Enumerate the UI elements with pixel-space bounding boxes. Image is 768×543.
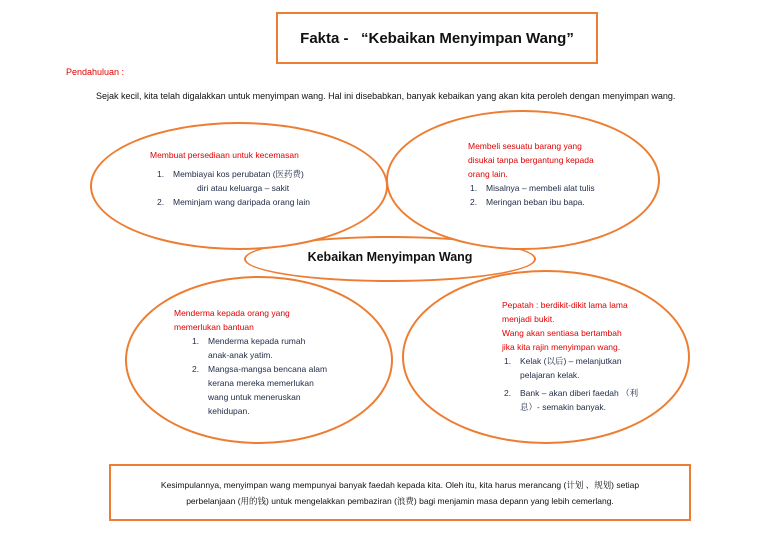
list-item-continuation: kehidupan. [208,406,250,416]
list-item: 2. Mangsa-mangsa bencana alam [192,364,328,374]
list-item: 2. Meminjam wang daripada orang lain [157,197,311,207]
list-item: 2. Bank – akan diberi faedah （利 [504,388,639,398]
bottom-right-heading-4: jika kita rajin menyimpan wang. [502,342,621,352]
list-item-continuation: kerana mereka memerlukan [208,378,314,388]
list-item: 2. Meringan beban ibu bapa. [470,197,585,207]
bottom-left-heading-1: Menderma kepada orang yang [174,308,290,318]
bottom-right-heading-1: Pepatah : berdikit-dikit lama lama [502,300,628,310]
top-right-heading-1: Membeli sesuatu barang yang [468,141,582,151]
list-item: 1. Membiayai kos perubatan (医药费) [157,169,304,179]
bottom-left-content [174,306,327,418]
intro-text: Sejak kecil, kita telah digalakkan untuk menyimpan wang. Hal ini disebabkan, banyak kebaikan yang akan kita peroleh dengan menyimpan wang. [96,91,676,101]
intro-label: Pendahuluan : [66,67,125,77]
page-title: Fakta - “Kebaikan Menyimpan Wang” [300,29,574,47]
title-box [276,12,598,64]
conclusion-line-1: Kesimpulannya, menyimpan wang mempunyai banyak faedah kepada kita. Oleh itu, kita harus merancang (计划 、规划) setiap [160,479,640,490]
conclusion-box [109,464,691,521]
list-item: 1. Kelak (以后) – melanjutkan [504,356,622,366]
top-right-content [468,139,595,209]
list-item-continuation: 息）- semakin banyak. [520,402,606,412]
top-right-heading-2: disukai tanpa bergantung kepada [468,155,594,165]
top-left-heading: Membuat persediaan untuk kecemasan [150,150,299,160]
center-title: Kebaikan Menyimpan Wang [307,250,473,264]
bottom-right-heading-2: menjadi bukit. [502,314,555,324]
conclusion-line-2: perbelanjaan (用的钱) untuk mengelakkan pembaziran (浪费) bagi menjamin masa depann yang lebih cemerlang. [186,495,614,506]
bottom-right-content [502,298,638,414]
list-item-continuation: anak-anak yatim. [208,350,273,360]
list-item-continuation: diri atau keluarga – sakit [197,183,290,193]
top-right-heading-3: orang lain. [468,169,508,179]
bottom-right-heading-3: Wang akan sentiasa bertambah [502,328,622,338]
list-item-continuation: wang untuk meneruskan [208,392,301,402]
list-item: 1. Misalnya – membeli alat tulis [470,183,595,193]
bottom-left-heading-2: memerlukan bantuan [174,322,254,332]
top-left-content [150,148,310,209]
list-item: 1. Menderma kepada rumah [192,336,306,346]
list-item-continuation: pelajaran kelak. [520,370,580,380]
